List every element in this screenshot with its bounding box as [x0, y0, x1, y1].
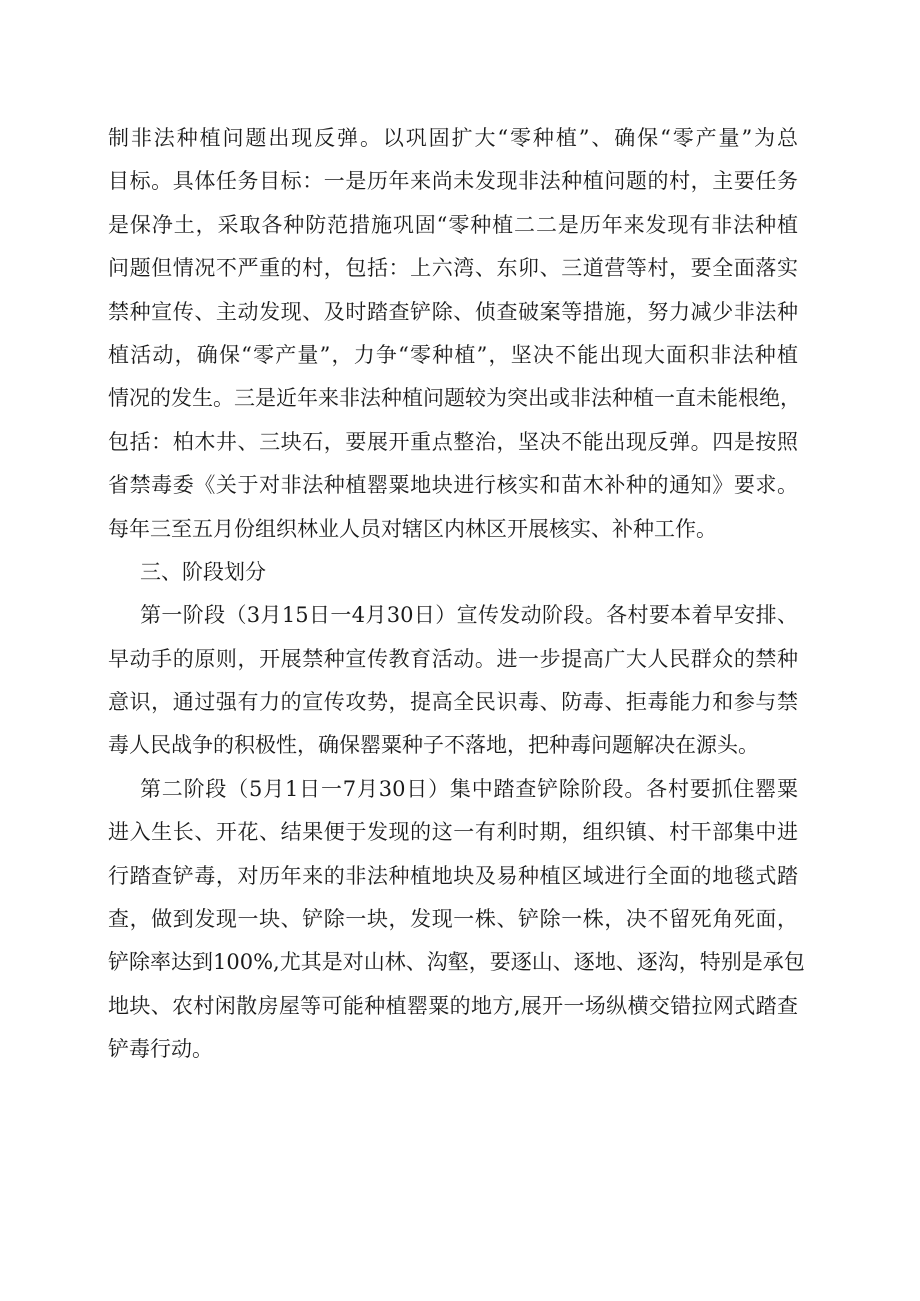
- p3-line-4: 查，做到发现一块、铲除一块，发现一株、铲除一株，决不留死角死面，: [108, 907, 798, 932]
- p1-line-2: 目标。具体任务目标：一是历年来尚未发现非法种植问题的村，主要任务: [108, 169, 798, 194]
- p1-line-4: 问题但情况不严重的村，包括：上六湾、东卯、三道营等村，要全面落实: [108, 256, 798, 281]
- p2-line-2: 早动手的原则，开展禁种宣传教育活动。进一步提高广大人民群众的禁种: [108, 646, 798, 671]
- p1-line-1: 制非法种植问题出现反弹。以巩固扩大“零种植”、确保“零产量”为总: [108, 126, 798, 150]
- p3-line-3: 行踏查铲毒，对历年来的非法种植地块及易种植区域进行全面的地毯式踏: [108, 863, 798, 888]
- p3-line-7: 铲毒行动。: [108, 1037, 213, 1062]
- p2-line-1: 第一阶段（3月15日一4月30日）宣传发动阶段。各村要本着早安排、: [140, 603, 798, 628]
- p1-line-8: 包括：柏木井、三块石，要展开重点整治，坚决不能出现反弹。四是按照: [108, 429, 798, 454]
- p3-line-6: 地块、农村闲散房屋等可能种植罂粟的地方,展开一场纵横交错拉网式踏查: [108, 993, 798, 1018]
- p3-line-2: 进入生长、开花、结果便于发现的这一有利时期，组织镇、村干部集中进: [108, 820, 798, 845]
- p3-line-5: 铲除率达到100%,尤其是对山林、沟壑，要逐山、逐地、逐沟，特别是承包: [108, 950, 805, 975]
- document-body: [108, 117, 805, 1072]
- p2-line-3: 意识，通过强有力的宣传攻势，提高全民识毒、防毒、拒毒能力和参与禁: [108, 690, 798, 715]
- p1-line-9: 省禁毒委《关于对非法种植罂粟地块进行核实和苗木补种的通知》要求。: [108, 473, 798, 498]
- section-heading-3: 三、阶段划分: [140, 559, 266, 584]
- p1-line-10: 每年三至五月份组织林业人员对辖区内林区开展核实、补种工作。: [108, 516, 717, 541]
- p2-line-4: 毒人民战争的积极性，确保罂粟种子不落地，把种毒问题解决在源头。: [108, 733, 759, 758]
- p1-line-3: 是保净土，采取各种防范措施巩固“零种植二二是历年来发现有非法种植: [108, 212, 798, 237]
- p3-line-1: 第二阶段（5月1日一7月30日）集中踏查铲除阶段。各村要抓住罂粟: [140, 776, 798, 801]
- p1-line-6: 植活动，确保“零产量”，力争“零种植”，坚决不能出现大面积非法种植: [108, 342, 798, 367]
- p1-line-7: 情况的发生。三是近年来非法种植问题较为突出或非法种植一直未能根绝，: [108, 386, 801, 411]
- p1-line-5: 禁种宣传、主动发现、及时踏查铲除、侦查破案等措施，努力减少非法种: [108, 299, 798, 324]
